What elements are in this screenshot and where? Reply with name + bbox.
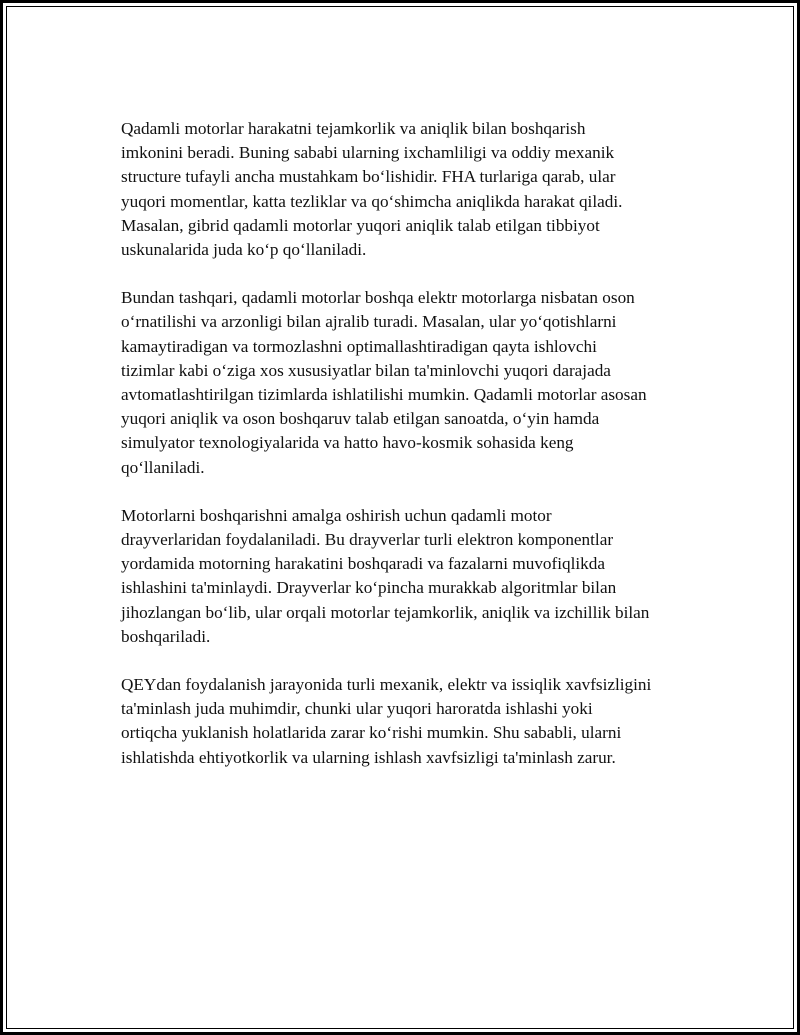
document-body [121,117,721,794]
paragraph-3: Motorlarni boshqarishni amalga oshirish uchun qadamli motor drayverlaridan foydalaniladi. Bu drayverlar turli elektron komponentlar yordamida motorning harakatini boshqaradi va fazalarni muvofiqlikda ishlashini ta'minlaydi. Drayverlar ko‘pincha murakkab algoritmlar bilan jihozlangan bo‘lib, ular orqali motorlar tejamkorlik, aniqlik va izchillik bilan boshqariladi. [121,505,650,646]
paragraph-4: QEYdan foydalanish jarayonida turli mexanik, elektr va issiqlik xavfsizligini ta'minlash juda muhimdir, chunki ular yuqori haroratda ishlashi yoki ortiqcha yuklanish holatlarida zarar ko‘rishi mumkin. Shu sababli, ularni ishlatishda ehtiyotkorlik va ularning ishlash xavfsizligi ta'minlash zarur. [121,675,652,767]
paragraph-2: Bundan tashqari, qadamli motorlar boshqa elektr motorlarga nisbatan oson o‘rnatilishi va arzonligi bilan ajralib turadi. Masalan, ular yo‘qotishlarni kamaytiradigan va tormozlashni optimallashtiradigan qayta ishlovchi tizimlar kabi o‘ziga xos xususiyatlar bilan ta'minlovchi yuqori darajada avtomatlashtirilgan tizimlarda ishlatilishi mumkin. Qadamli motorlar asosan yuqori aniqlik va oson boshqaruv talab etilgan sanoatda, o‘yin hamda simulyator texnologiyalarida va hatto havo-kosmik sohasida keng qo‘llaniladi. [121,288,647,477]
paragraph-1: Qadamli motorlar harakatni tejamkorlik va aniqlik bilan boshqarish imkonini beradi. Buning sababi ularning ixchamliligi va oddiy mexanik structure tufayli ancha mustahkam bo‘lishidir. FHA turlariga qarab, ular yuqori momentlar, katta tezliklar va qo‘shimcha aniqlikda harakat qiladi. Masalan, gibrid qadamli motorlar yuqori aniqlik talab etilgan tibbiyot uskunalarida juda ko‘p qo‘llaniladi. [121,119,623,260]
